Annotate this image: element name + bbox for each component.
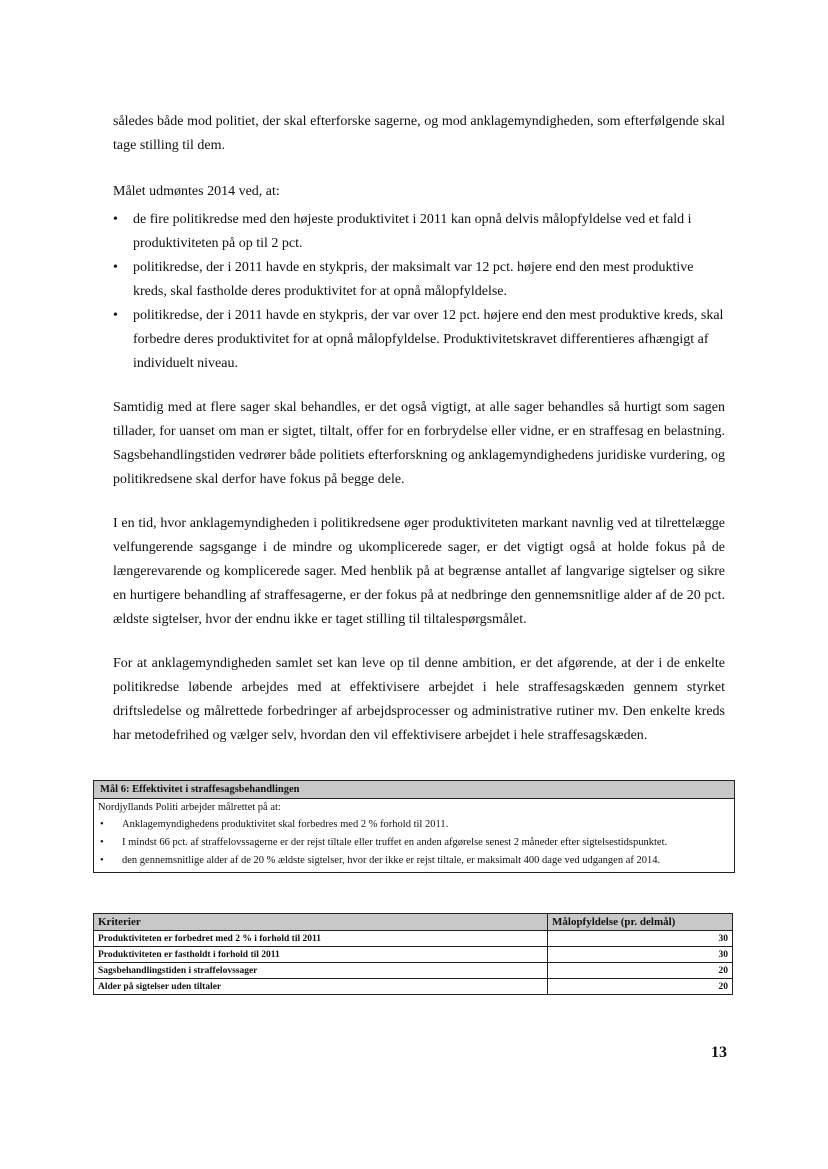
criteria-value: 20: [548, 963, 733, 979]
goal-intro: Målet udmøntes 2014 ved, at:: [113, 184, 280, 199]
criteria-label: Produktiviteten er forbedret med 2 % i forhold til 2011: [94, 931, 548, 947]
table-header-row: [94, 914, 733, 931]
target-list: [113, 208, 725, 376]
page-body: [113, 110, 725, 768]
paragraph-2: Samtidig med at flere sager skal behandles, er det også vigtigt, at alle sager behandles så hurtigt som sagen tillader, for uanset om man er sigtet, tiltalt, offer for en forbrydelse eller vidne, er en straffesag en belastning. Sagsbehandlingstiden vedrører både politiets efterforskning og anklagemyndighedens juridiske vurdering, og politikredsene skal derfor have fokus på begge dele.: [113, 400, 725, 487]
table-row: [94, 931, 733, 947]
list-item: • de fire politikredse med den højeste produktivitet i 2011 kan opnå delvis målopfyldelse ved et fald i produktiviteten på op til 2 pct.: [113, 212, 692, 251]
criteria-value: 30: [548, 947, 733, 963]
paragraph-1: således både mod politiet, der skal efterforske sagerne, og mod anklagemyndigheden, som efterfølgende skal tage stilling til dem.: [113, 114, 725, 153]
column-header-criteria: Kriterier: [94, 914, 548, 931]
list-item: • politikredse, der i 2011 havde en stykpris, der maksimalt var 12 pct. højere end den mest produktive kreds, skal fastholde deres produktivitet for at opnå målopfyldelse.: [113, 260, 694, 299]
list-item: • I mindst 66 pct. af straffelovssagerne er der rejst tiltale eller truffet en anden afgørelse senest 2 måneder efter sigtelsestidspunktet.: [100, 837, 668, 848]
criteria-label: Produktiviteten er fastholdt i forhold til 2011: [94, 947, 548, 963]
criteria-table: [93, 913, 733, 995]
criteria-value: 20: [548, 979, 733, 995]
paragraph-4: For at anklagemyndigheden samlet set kan leve op til denne ambition, er det afgørende, at der i de enkelte politikredse løbende arbejdes med at effektivisere arbejdet i hele straffesagskæden gennem styrket driftsledelse og målrettede forbedringer af arbejdsprocesser og administrative rutiner mv. Den enkelte kreds har metodefrihed og vælger selv, hvordan den vil effektivisere arbejdet i hele straffesagskæden.: [113, 656, 725, 743]
page-number: 13: [711, 1044, 727, 1061]
table-row: [94, 947, 733, 963]
column-header-fulfilment: Målopfyldelse (pr. delmål): [548, 914, 733, 931]
list-item: • politikredse, der i 2011 havde en stykpris, der var over 12 pct. højere end den mest produktive kreds, skal forbedre deres produktivitet for at opnå målopfyldelse. Produktivitetskravet differentieres afhængigt af individuelt niveau.: [113, 308, 724, 371]
criteria-label: Alder på sigtelser uden tiltaler: [94, 979, 548, 995]
criteria-label: Sagsbehandlingstiden i straffelovssager: [94, 963, 548, 979]
table-row: [94, 963, 733, 979]
criteria-value: 30: [548, 931, 733, 947]
list-item: • Anklagemyndighedens produktivitet skal forbedres med 2 % forhold til 2011.: [100, 819, 449, 830]
paragraph-3: I en tid, hvor anklagemyndigheden i politikredsene øger produktiviteten markant navnlig ved at tilrettelægge velfungerende sagsgange i de mindre og ukomplicerede sager, er det vigtigt også at holde fokus på de længerevarende og komplicerede sager. Med henblik på at begrænse antallet af langvarige sigtelser og sikre en hurtigere behandling af straffesagerne, er der fokus på at nedbringe den gennemsnitlige alder af de 20 pct. ældste sigtelser, hvor der endnu ikke er taget stilling til tiltalespørgsmålet.: [113, 516, 725, 627]
goal-list: [98, 816, 730, 870]
goal-box: [93, 780, 735, 873]
goal-title: Mål 6: Effektivitet i straffesagsbehandlingen: [94, 781, 734, 799]
list-item: • den gennemsnitlige alder af de 20 % ældste sigtelser, hvor der ikke er rejst tiltale, er maksimalt 400 dage ved udgangen af 2014.: [100, 855, 661, 866]
goal-lead: Nordjyllands Politi arbejder målrettet på at:: [98, 802, 281, 813]
table-row: [94, 979, 733, 995]
